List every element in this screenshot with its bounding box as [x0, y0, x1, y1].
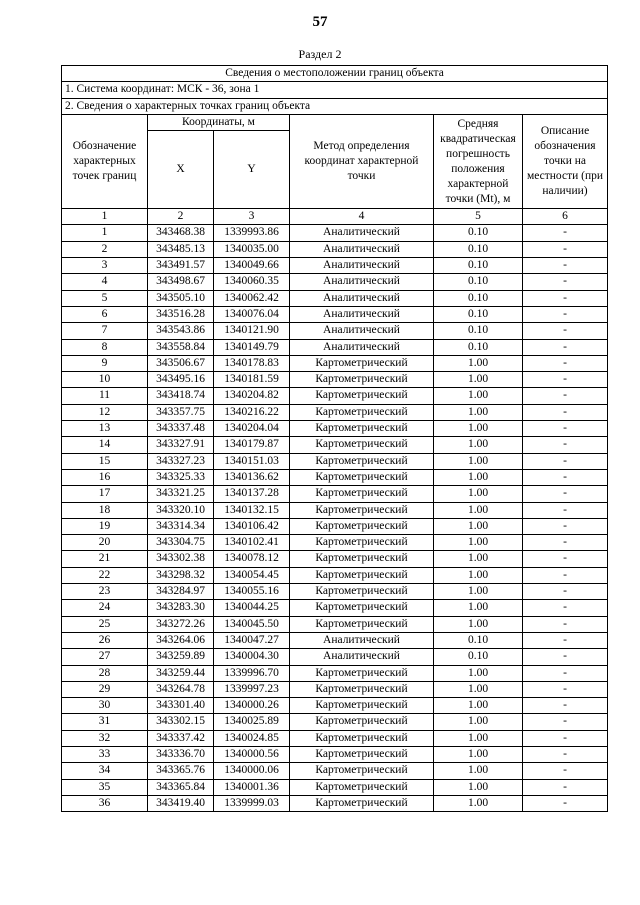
- point-number: 35: [62, 779, 148, 795]
- section-title: Раздел 2: [298, 47, 342, 61]
- point-number: 20: [62, 535, 148, 551]
- table-row: [62, 714, 608, 730]
- coord-y: 1340076.04: [214, 306, 290, 322]
- description: -: [523, 486, 608, 502]
- error: 1.00: [434, 388, 523, 404]
- coord-x: 343419.40: [148, 795, 214, 811]
- description: -: [523, 698, 608, 714]
- point-number: 30: [62, 698, 148, 714]
- description: -: [523, 241, 608, 257]
- table-row: [62, 388, 608, 404]
- error: 1.00: [434, 681, 523, 697]
- coord-y: 1340137.28: [214, 486, 290, 502]
- coord-x: 343314.34: [148, 518, 214, 534]
- table-row: [62, 584, 608, 600]
- error: 1.00: [434, 486, 523, 502]
- coord-y: 1340000.06: [214, 763, 290, 779]
- method: Картометрический: [290, 437, 434, 453]
- coord-y: 1340102.41: [214, 535, 290, 551]
- coord-x: 343304.75: [148, 535, 214, 551]
- header-point: Обозначение характерных точек границ: [62, 114, 148, 208]
- point-number: 8: [62, 339, 148, 355]
- error: 0.10: [434, 632, 523, 648]
- description: -: [523, 421, 608, 437]
- point-number: 22: [62, 567, 148, 583]
- table-row: [62, 665, 608, 681]
- point-number: 12: [62, 404, 148, 420]
- method: Картометрический: [290, 616, 434, 632]
- coord-x: 343259.44: [148, 665, 214, 681]
- coord-x: 343365.84: [148, 779, 214, 795]
- description: -: [523, 535, 608, 551]
- table-row: [62, 323, 608, 339]
- error: 1.00: [434, 567, 523, 583]
- method: Картометрический: [290, 763, 434, 779]
- coord-x: 343337.48: [148, 421, 214, 437]
- table-row: [62, 649, 608, 665]
- method: Картометрический: [290, 567, 434, 583]
- description: -: [523, 649, 608, 665]
- header-description: Описание обозначения точки на местности (при наличии): [523, 114, 608, 208]
- point-number: 2: [62, 241, 148, 257]
- point-number: 26: [62, 632, 148, 648]
- coord-y: 1340035.00: [214, 241, 290, 257]
- method: Аналитический: [290, 306, 434, 322]
- description: -: [523, 225, 608, 241]
- method: Картометрический: [290, 730, 434, 746]
- description: -: [523, 567, 608, 583]
- error: 1.00: [434, 730, 523, 746]
- coord-x: 343302.15: [148, 714, 214, 730]
- description: -: [523, 306, 608, 322]
- method: Картометрический: [290, 404, 434, 420]
- coord-y: 1340045.50: [214, 616, 290, 632]
- coord-y: 1340062.42: [214, 290, 290, 306]
- coord-y: 1340060.35: [214, 274, 290, 290]
- error: 0.10: [434, 258, 523, 274]
- point-number: 6: [62, 306, 148, 322]
- coord-x: 343506.67: [148, 355, 214, 371]
- error: 1.00: [434, 404, 523, 420]
- method: Картометрический: [290, 681, 434, 697]
- description: -: [523, 551, 608, 567]
- point-number: 33: [62, 746, 148, 762]
- column-number: 1: [62, 209, 148, 225]
- table-row: [62, 763, 608, 779]
- table-row: [62, 616, 608, 632]
- table-row: [62, 404, 608, 420]
- method: Аналитический: [290, 274, 434, 290]
- description: -: [523, 258, 608, 274]
- method: Картометрический: [290, 421, 434, 437]
- coord-y: 1340204.82: [214, 388, 290, 404]
- coord-y: 1339997.23: [214, 681, 290, 697]
- error: 1.00: [434, 714, 523, 730]
- table-row: [62, 535, 608, 551]
- table-row: [62, 469, 608, 485]
- error: 0.10: [434, 225, 523, 241]
- method: Картометрический: [290, 551, 434, 567]
- point-number: 28: [62, 665, 148, 681]
- description: -: [523, 404, 608, 420]
- error: 0.10: [434, 323, 523, 339]
- error: 1.00: [434, 746, 523, 762]
- coord-x: 343491.57: [148, 258, 214, 274]
- table-row: [62, 779, 608, 795]
- coord-x: 343336.70: [148, 746, 214, 762]
- header-method: Метод определения координат характерной точки: [290, 114, 434, 208]
- table-row: [62, 698, 608, 714]
- error: 1.00: [434, 616, 523, 632]
- method: Аналитический: [290, 241, 434, 257]
- method: Аналитический: [290, 339, 434, 355]
- coord-x: 343301.40: [148, 698, 214, 714]
- table-title: Сведения о местоположении границ объекта: [62, 66, 608, 82]
- description: -: [523, 290, 608, 306]
- coord-x: 343516.28: [148, 306, 214, 322]
- method: Аналитический: [290, 649, 434, 665]
- error: 1.00: [434, 437, 523, 453]
- method: Картометрический: [290, 714, 434, 730]
- description: -: [523, 339, 608, 355]
- error: 1.00: [434, 518, 523, 534]
- error: 1.00: [434, 584, 523, 600]
- table-row: [62, 453, 608, 469]
- coord-y: 1340179.87: [214, 437, 290, 453]
- description: -: [523, 779, 608, 795]
- point-number: 5: [62, 290, 148, 306]
- point-number: 25: [62, 616, 148, 632]
- table-row: [62, 632, 608, 648]
- method: Картометрический: [290, 535, 434, 551]
- error: 1.00: [434, 763, 523, 779]
- table-row: [62, 274, 608, 290]
- error: 0.10: [434, 274, 523, 290]
- coord-x: 343327.91: [148, 437, 214, 453]
- coord-x: 343337.42: [148, 730, 214, 746]
- description: -: [523, 502, 608, 518]
- coord-y: 1340044.25: [214, 600, 290, 616]
- description: -: [523, 600, 608, 616]
- table-row: [62, 600, 608, 616]
- error: 1.00: [434, 779, 523, 795]
- point-number: 9: [62, 355, 148, 371]
- description: -: [523, 681, 608, 697]
- point-number: 13: [62, 421, 148, 437]
- method: Картометрический: [290, 469, 434, 485]
- method: Картометрический: [290, 502, 434, 518]
- description: -: [523, 355, 608, 371]
- error: 0.10: [434, 241, 523, 257]
- coord-y: 1340132.15: [214, 502, 290, 518]
- coord-y: 1340054.45: [214, 567, 290, 583]
- table-row: [62, 258, 608, 274]
- column-number: 6: [523, 209, 608, 225]
- coord-x: 343325.33: [148, 469, 214, 485]
- table-row: [62, 567, 608, 583]
- table-row: [62, 681, 608, 697]
- coord-x: 343365.76: [148, 763, 214, 779]
- coord-y: 1340004.30: [214, 649, 290, 665]
- coordinate-system: 1. Система координат: МСК - 36, зона 1: [62, 82, 608, 98]
- method: Картометрический: [290, 795, 434, 811]
- table-row: [62, 421, 608, 437]
- table-row: [62, 355, 608, 371]
- table-row: [62, 486, 608, 502]
- method: Аналитический: [290, 258, 434, 274]
- method: Картометрический: [290, 665, 434, 681]
- point-number: 36: [62, 795, 148, 811]
- point-number: 11: [62, 388, 148, 404]
- description: -: [523, 274, 608, 290]
- description: -: [523, 437, 608, 453]
- description: -: [523, 665, 608, 681]
- error: 0.10: [434, 290, 523, 306]
- error: 1.00: [434, 372, 523, 388]
- page-number: 57: [312, 14, 328, 30]
- error: 1.00: [434, 551, 523, 567]
- method: Картометрический: [290, 372, 434, 388]
- column-number: 5: [434, 209, 523, 225]
- description: -: [523, 453, 608, 469]
- error: 1.00: [434, 535, 523, 551]
- coord-x: 343272.26: [148, 616, 214, 632]
- coord-y: 1340136.62: [214, 469, 290, 485]
- coord-x: 343298.32: [148, 567, 214, 583]
- table-row: [62, 225, 608, 241]
- error: 0.10: [434, 649, 523, 665]
- method: Картометрический: [290, 779, 434, 795]
- header-coords: Координаты, м: [148, 114, 290, 130]
- boundary-points-table: [61, 65, 608, 812]
- coord-y: 1340000.56: [214, 746, 290, 762]
- method: Картометрический: [290, 518, 434, 534]
- point-number: 16: [62, 469, 148, 485]
- point-number: 32: [62, 730, 148, 746]
- point-number: 19: [62, 518, 148, 534]
- coord-y: 1340181.59: [214, 372, 290, 388]
- table-row: [62, 339, 608, 355]
- table-row: [62, 306, 608, 322]
- error: 1.00: [434, 600, 523, 616]
- description: -: [523, 584, 608, 600]
- points-heading: 2. Сведения о характерных точках границ объекта: [62, 98, 608, 114]
- coord-x: 343327.23: [148, 453, 214, 469]
- point-number: 17: [62, 486, 148, 502]
- description: -: [523, 632, 608, 648]
- error: 1.00: [434, 502, 523, 518]
- point-number: 14: [62, 437, 148, 453]
- description: -: [523, 388, 608, 404]
- table-row: [62, 795, 608, 811]
- coord-y: 1340025.89: [214, 714, 290, 730]
- coord-x: 343498.67: [148, 274, 214, 290]
- coord-y: 1340149.79: [214, 339, 290, 355]
- error: 1.00: [434, 698, 523, 714]
- method: Картометрический: [290, 486, 434, 502]
- coord-x: 343264.78: [148, 681, 214, 697]
- coord-y: 1340151.03: [214, 453, 290, 469]
- error: 1.00: [434, 795, 523, 811]
- method: Картометрический: [290, 746, 434, 762]
- coord-y: 1339993.86: [214, 225, 290, 241]
- coord-y: 1340049.66: [214, 258, 290, 274]
- description: -: [523, 714, 608, 730]
- coord-y: 1340106.42: [214, 518, 290, 534]
- table-row: [62, 372, 608, 388]
- coord-x: 343259.89: [148, 649, 214, 665]
- method: Аналитический: [290, 225, 434, 241]
- coord-y: 1339999.03: [214, 795, 290, 811]
- error: 1.00: [434, 469, 523, 485]
- coord-x: 343485.13: [148, 241, 214, 257]
- coord-x: 343495.16: [148, 372, 214, 388]
- point-number: 3: [62, 258, 148, 274]
- coord-y: 1340078.12: [214, 551, 290, 567]
- method: Аналитический: [290, 632, 434, 648]
- coord-x: 343418.74: [148, 388, 214, 404]
- coord-x: 343558.84: [148, 339, 214, 355]
- coord-x: 343321.25: [148, 486, 214, 502]
- coord-x: 343302.38: [148, 551, 214, 567]
- coord-x: 343543.86: [148, 323, 214, 339]
- description: -: [523, 372, 608, 388]
- header-x: X: [148, 131, 214, 209]
- point-number: 24: [62, 600, 148, 616]
- error: 1.00: [434, 665, 523, 681]
- coord-x: 343283.30: [148, 600, 214, 616]
- header-error: Средняя квадратическая погрешность положения характерной точки (Mt), м: [434, 114, 523, 208]
- point-number: 29: [62, 681, 148, 697]
- point-number: 23: [62, 584, 148, 600]
- point-number: 10: [62, 372, 148, 388]
- description: -: [523, 616, 608, 632]
- method: Картометрический: [290, 698, 434, 714]
- point-number: 31: [62, 714, 148, 730]
- column-number: 2: [148, 209, 214, 225]
- coord-y: 1340001.36: [214, 779, 290, 795]
- point-number: 21: [62, 551, 148, 567]
- point-number: 7: [62, 323, 148, 339]
- coord-y: 1340055.16: [214, 584, 290, 600]
- description: -: [523, 763, 608, 779]
- error: 0.10: [434, 306, 523, 322]
- coord-x: 343284.97: [148, 584, 214, 600]
- method: Аналитический: [290, 290, 434, 306]
- method: Картометрический: [290, 355, 434, 371]
- table-row: [62, 502, 608, 518]
- error: 0.10: [434, 339, 523, 355]
- coord-x: 343320.10: [148, 502, 214, 518]
- point-number: 15: [62, 453, 148, 469]
- coord-x: 343357.75: [148, 404, 214, 420]
- coord-y: 1340204.04: [214, 421, 290, 437]
- table-row: [62, 518, 608, 534]
- table-row: [62, 551, 608, 567]
- coord-x: 343505.10: [148, 290, 214, 306]
- method: Аналитический: [290, 323, 434, 339]
- error: 1.00: [434, 421, 523, 437]
- error: 1.00: [434, 453, 523, 469]
- method: Картометрический: [290, 388, 434, 404]
- table-row: [62, 290, 608, 306]
- point-number: 34: [62, 763, 148, 779]
- method: Картометрический: [290, 584, 434, 600]
- table-row: [62, 746, 608, 762]
- column-number: 4: [290, 209, 434, 225]
- coord-y: 1340000.26: [214, 698, 290, 714]
- table-row: [62, 437, 608, 453]
- point-number: 4: [62, 274, 148, 290]
- point-number: 1: [62, 225, 148, 241]
- method: Картометрический: [290, 600, 434, 616]
- coord-y: 1340024.85: [214, 730, 290, 746]
- method: Картометрический: [290, 453, 434, 469]
- description: -: [523, 746, 608, 762]
- coord-y: 1339996.70: [214, 665, 290, 681]
- description: -: [523, 518, 608, 534]
- description: -: [523, 469, 608, 485]
- error: 1.00: [434, 355, 523, 371]
- coord-x: 343468.38: [148, 225, 214, 241]
- table-row: [62, 241, 608, 257]
- description: -: [523, 730, 608, 746]
- description: -: [523, 323, 608, 339]
- coord-x: 343264.06: [148, 632, 214, 648]
- point-number: 18: [62, 502, 148, 518]
- table-row: [62, 730, 608, 746]
- coord-y: 1340121.90: [214, 323, 290, 339]
- coord-y: 1340216.22: [214, 404, 290, 420]
- point-number: 27: [62, 649, 148, 665]
- column-number: 3: [214, 209, 290, 225]
- coord-y: 1340178.83: [214, 355, 290, 371]
- header-y: Y: [214, 131, 290, 209]
- column-numbers-row: [62, 209, 608, 225]
- coord-y: 1340047.27: [214, 632, 290, 648]
- description: -: [523, 795, 608, 811]
